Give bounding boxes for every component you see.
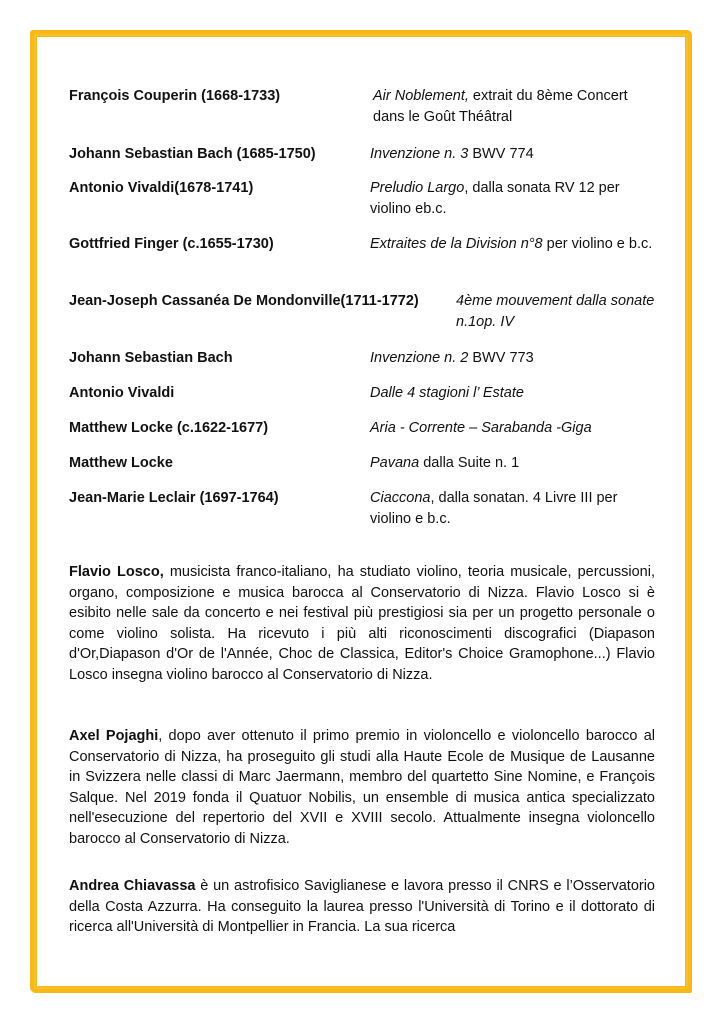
composer-name: Johann Sebastian Bach (1685-1750) xyxy=(69,146,316,162)
work-title xyxy=(370,488,660,530)
work-title-italic: Air Noblement, xyxy=(373,88,469,104)
bio-text: è un astrofisico Saviglianese e lavora presso il CNRS e l’Osservatorio della Costa Azzurra. Ha conseguito la laurea presso l'Università di Torino e il dottorato di ricerca all'Università di Montpellier in Francia. La sua ricerca xyxy=(69,878,655,935)
composer-name: Gottfried Finger (c.1655-1730) xyxy=(69,236,274,252)
work-details: BWV 773 xyxy=(468,350,534,366)
work-title-italic: Aria - Corrente – Sarabanda -Giga xyxy=(370,420,592,436)
work-details: , dalla sonata RV 12 per violino eb.c. xyxy=(370,180,620,217)
work-title-italic: 4ème mouvement dalla sonate n.1op. IV xyxy=(456,293,655,330)
composer-name: Matthew Locke xyxy=(69,455,173,471)
bio-paragraph xyxy=(69,726,655,849)
work-title xyxy=(370,453,660,474)
work-title xyxy=(373,86,663,128)
bio-name: Flavio Losco, xyxy=(69,564,164,580)
work-title-italic: Dalle 4 stagioni l’ Estate xyxy=(370,385,524,401)
composer-name: Antonio Vivaldi(1678-1741) xyxy=(69,180,254,196)
composer-name: François Couperin (1668-1733) xyxy=(69,88,281,104)
work-title xyxy=(456,291,656,333)
work-title-italic: Extraites de la Division n°8 xyxy=(370,236,543,252)
work-title-italic: Preludio Largo xyxy=(370,180,465,196)
bio-name: Axel Pojaghi xyxy=(69,728,159,744)
bio-paragraph xyxy=(69,562,655,685)
work-title xyxy=(370,348,660,369)
composer-name: Matthew Locke (c.1622-1677) xyxy=(69,420,269,436)
composer-name: Jean-Joseph Cassanéa De Mondonville(1711-1772) xyxy=(69,293,419,309)
bio-text: musicista franco-italiano, ha studiato violino, teoria musicale, percussioni, organo, composizione e musica barocca al Conservatorio di Nizza. Flavio Losco si è esibito nelle sale da concerto e nei festival più prestigiosi sia per un progetto personale o come violino solista. Ha ricevuto i più alti riconoscimenti discografici (Diapason d'Or,Diapason d'Or de l'Année, Choc de Classica, Editor's Choice Gramophone...) Flavio Losco insegna violino barocco al Conservatorio di Nizza. xyxy=(69,564,655,683)
work-title-italic: Invenzione n. 2 xyxy=(370,350,469,366)
work-title-italic: Invenzione n. 3 xyxy=(370,146,469,162)
work-title xyxy=(370,144,660,165)
work-details: dalla Suite n. 1 xyxy=(419,455,520,471)
work-title xyxy=(370,234,660,255)
work-details: BWV 774 xyxy=(468,146,534,162)
work-details: extrait du 8ème Concert dans le Goût Théâtral xyxy=(373,88,628,125)
bio-paragraph xyxy=(69,876,655,938)
composer-name: Johann Sebastian Bach xyxy=(69,350,233,366)
work-title-italic: Ciaccona xyxy=(370,490,431,506)
composer-name: Antonio Vivaldi xyxy=(69,385,175,401)
composer-name: Jean-Marie Leclair (1697-1764) xyxy=(69,490,279,506)
work-title xyxy=(370,418,660,439)
work-details: per violino e b.c. xyxy=(542,236,653,252)
work-title xyxy=(370,383,660,404)
work-details: , dalla sonatan. 4 Livre III per violino e b.c. xyxy=(370,490,618,527)
work-title-italic: Pavana xyxy=(370,455,420,471)
bio-text: , dopo aver ottenuto il primo premio in violoncello e violoncello barocco al Conservatorio di Nizza, ha proseguito gli studi alla Haute Ecole de Musique de Lausanne in Svizzera nelle classi di Marc Jaermann, membro del quartetto Sine Nomine, e François Salque. Nel 2019 fonda il Quatuor Nobilis, un ensemble di musica antica specializzato nell'esecuzione del repertorio del XVII e XVIII secolo. Attualmente insegna violoncello barocco al Conservatorio di Nizza. xyxy=(69,728,655,847)
work-title xyxy=(370,178,660,220)
bio-name: Andrea Chiavassa xyxy=(69,878,196,894)
